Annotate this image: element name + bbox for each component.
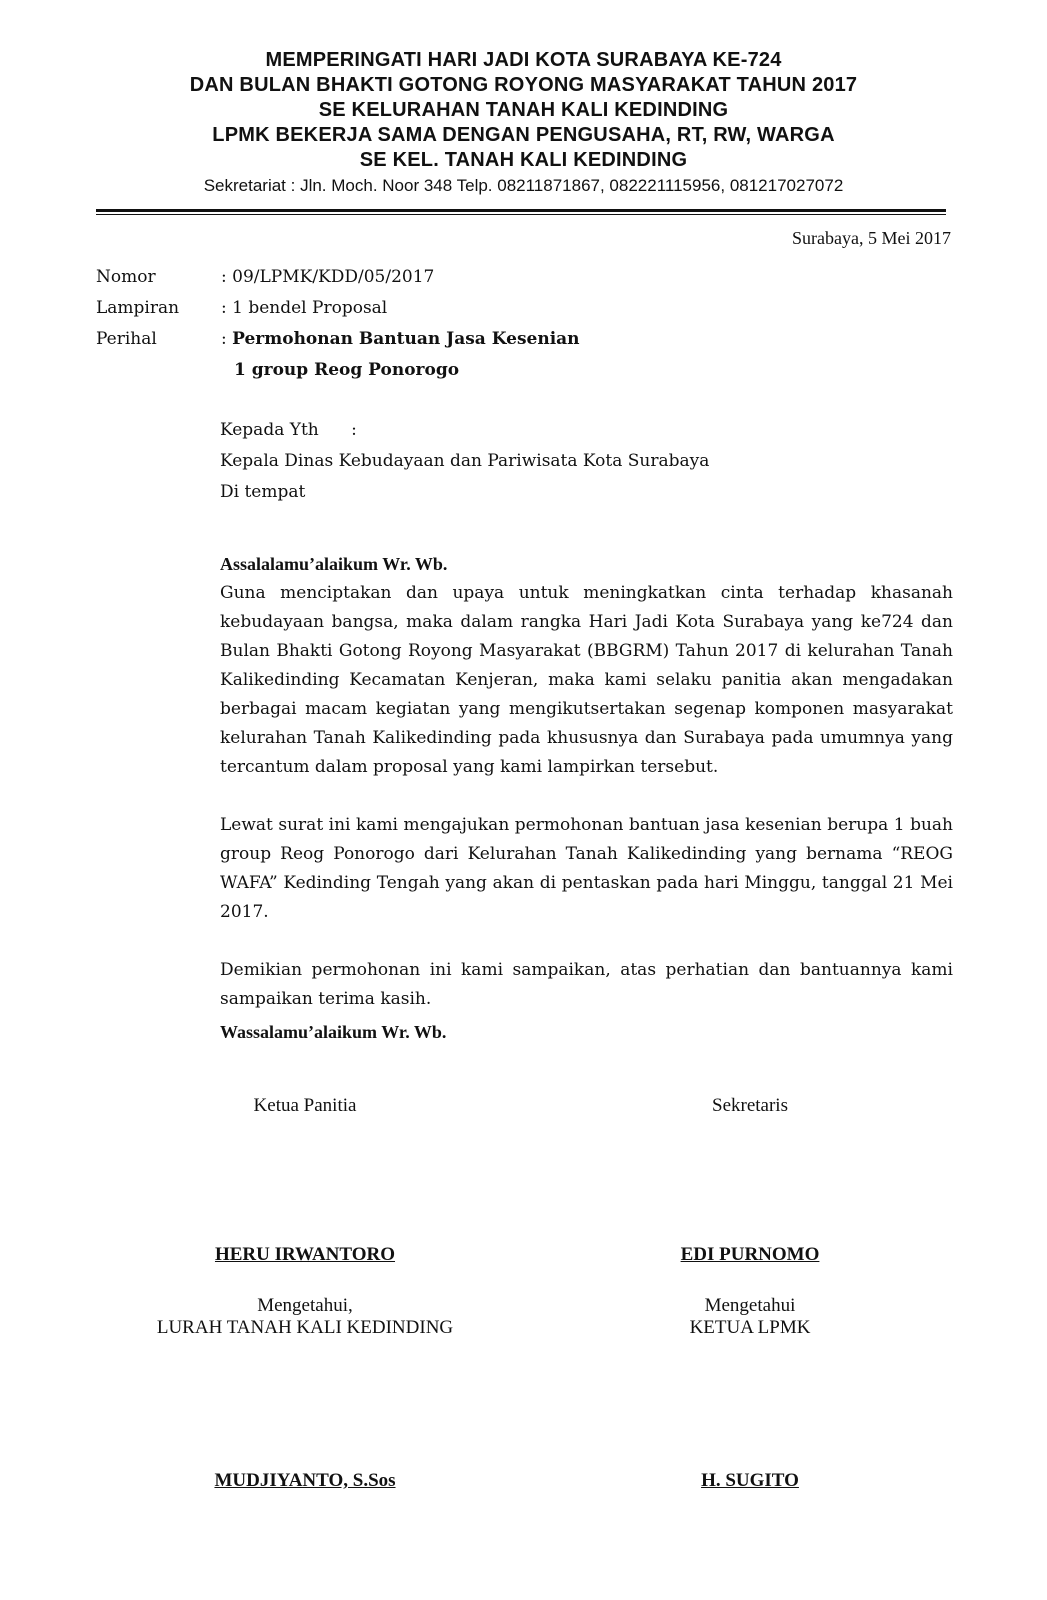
letter-body: [220, 550, 953, 1014]
letterhead-line-3: SE KELURAHAN TANAH KALI KEDINDING: [318, 99, 729, 121]
letterhead-line-4: LPMK BEKERJA SAMA DENGAN PENGUSAHA, RT, RW, WARGA: [212, 124, 835, 146]
sekretaris-name: EDI PURNOMO: [680, 1244, 820, 1265]
lurah-name: MUDJIYANTO, S.Sos: [214, 1470, 396, 1491]
perihal-colon: :: [221, 329, 233, 349]
nomor-value: : 09/LPMK/KDD/05/2017: [221, 267, 435, 287]
nomor-label: Nomor: [96, 267, 156, 287]
recipient-name: Kepala Dinas Kebudayaan dan Pariwisata Kota Surabaya: [220, 451, 710, 471]
letterhead: [0, 48, 1047, 197]
greeting: Assalalamu’alaikum Wr. Wb.: [220, 554, 448, 574]
body-paragraph-1: Guna menciptakan dan upaya untuk meningkatkan cinta terhadap khasanah kebudayaan bangsa, maka dalam rangka Hari Jadi Kota Surabaya yang ke724 dan Bulan Bhakti Gotong Royong Masyarakat (BBGRM) Tahun 2017 di kelurahan Tanah Kalikedinding Kecamatan Kenjeran, maka kami selaku panitia akan mengadakan berbagai macam kegiatan yang mengikutsertakan segenap komponen masyarakat kelurahan Tanah Kalikedinding pada khususnya dan Surabaya pada umumnya yang tercantum dalam proposal yang kami lampirkan tersebut.: [220, 583, 953, 777]
lpmk-line-1: Mengetahui: [704, 1295, 796, 1316]
perihal-value-continued: 1 group Reog Ponorogo: [234, 360, 460, 380]
body-paragraph-2: Lewat surat ini kami mengajukan permohonan bantuan jasa kesenian berupa 1 buah group Reog Ponorogo dari Kelurahan Tanah Kalikedinding yang bernama “REOG WAFA” Kedinding Tengah yang akan di pentaskan pada hari Minggu, tanggal 21 Mei 2017.: [220, 815, 953, 922]
lpmk-line-2: KETUA LPMK: [689, 1317, 811, 1338]
closing-greeting: Wassalamu’alaikum Wr. Wb.: [220, 1022, 447, 1042]
letter-meta: [96, 262, 580, 386]
letterhead-line-5: SE KEL. TANAH KALI KEDINDING: [359, 149, 688, 171]
ketua-title: Ketua Panitia: [253, 1095, 357, 1116]
lampiran-value: : 1 bendel Proposal: [221, 298, 388, 318]
letterhead-contact: Sekretariat : Jln. Moch. Noor 348 Telp. 08211871867, 082221115956, 081217027072: [203, 176, 844, 195]
letterhead-divider-thick: [96, 209, 946, 212]
letterhead-divider-thin: [96, 214, 946, 215]
lpmk-acknowledge: [600, 1295, 900, 1339]
lurah-line-2: LURAH TANAH KALI KEDINDING: [156, 1317, 454, 1338]
sekretaris-title: Sekretaris: [712, 1095, 788, 1116]
meta-lampiran: [96, 293, 580, 324]
lpmk-name: H. SUGITO: [701, 1470, 799, 1491]
letter-date: Surabaya, 5 Mei 2017: [792, 228, 951, 248]
recipient-salutation: Kepada Yth :: [220, 420, 357, 440]
body-paragraph-3: Demikian permohonan ini kami sampaikan, atas perhatian dan bantuannya kami sampaikan terima kasih.: [220, 960, 953, 1009]
letterhead-line-2: DAN BULAN BHAKTI GOTONG ROYONG MASYARAKAT TAHUN 2017: [189, 74, 858, 96]
meta-perihal: [96, 324, 580, 355]
perihal-value: Permohonan Bantuan Jasa Kesenian: [232, 329, 580, 349]
lurah-acknowledge: [130, 1295, 480, 1339]
meta-nomor: [96, 262, 580, 293]
perihal-label: Perihal: [96, 329, 157, 349]
lurah-line-1: Mengetahui,: [257, 1295, 353, 1316]
letterhead-line-1: MEMPERINGATI HARI JADI KOTA SURABAYA KE-724: [265, 49, 782, 71]
recipient-place: Di tempat: [220, 482, 306, 502]
lampiran-label: Lampiran: [96, 298, 180, 318]
ketua-name: HERU IRWANTORO: [214, 1244, 396, 1265]
recipient-block: [220, 415, 709, 508]
